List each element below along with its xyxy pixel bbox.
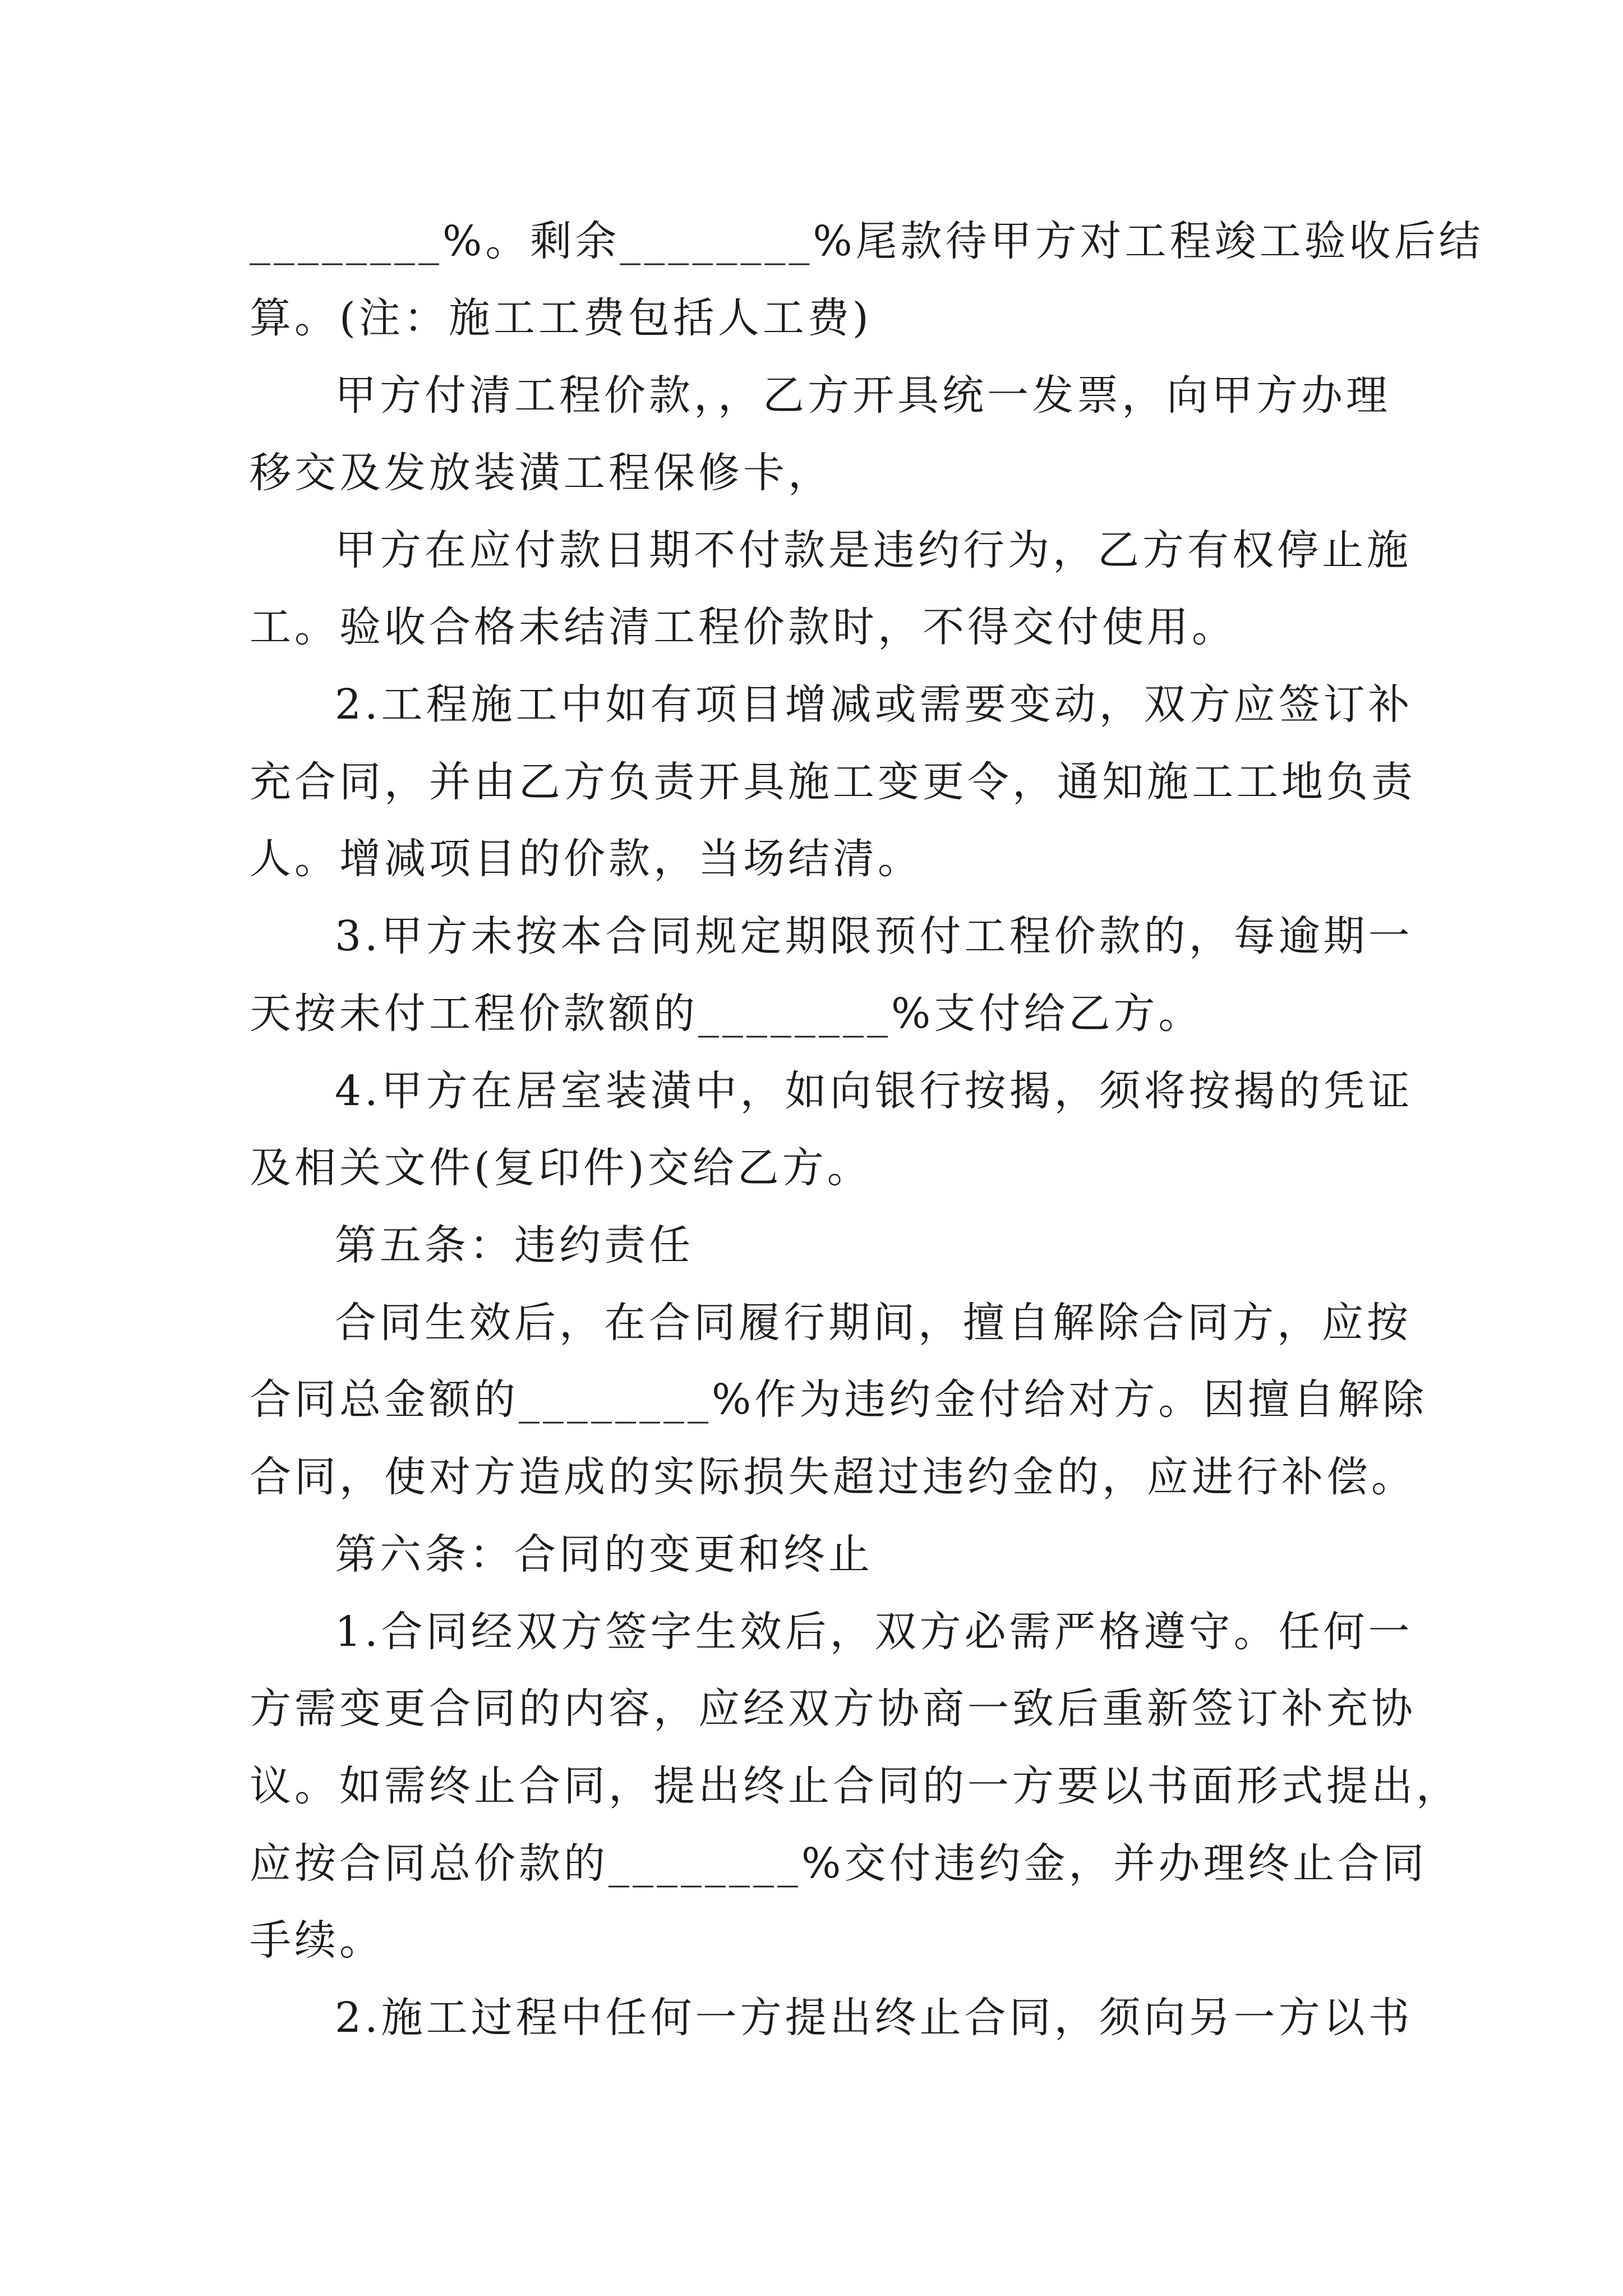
text-line: 方需变更合同的内容，应经双方协商一致后重新签订补充协 [250, 1685, 1416, 1733]
text-line: 充合同，并由乙方负责开具施工变更令，通知施工工地负责 [250, 758, 1416, 806]
text-line: 合同总金额的________%作为违约金付给对方。因擅自解除 [250, 1375, 1428, 1424]
text-line: 移交及发放装潢工程保修卡， [250, 449, 833, 497]
text-line: 议。如需终止合同，提出终止合同的一方要以书面形式提出， [250, 1762, 1461, 1810]
paragraph-line: 4.甲方在居室装潢中，如向银行按揭，须将按揭的凭证 [335, 1067, 1413, 1115]
paragraph-line: 甲方付清工程价款，，乙方开具统一发票，向甲方办理 [335, 371, 1391, 420]
text-line: 人。增减项目的价款，当场结清。 [250, 835, 923, 883]
paragraph-line: 3.甲方未按本合同规定期限预付工程价款的，每逾期一 [335, 912, 1413, 960]
text-line: 合同，使对方造成的实际损失超过违约金的，应进行补偿。 [250, 1453, 1416, 1501]
paragraph-line: 合同生效后，在合同履行期间，擅自解除合同方，应按 [335, 1299, 1412, 1347]
paragraph-line: 甲方在应付款日期不付款是违约行为，乙方有权停止施 [335, 526, 1412, 574]
paragraph-line: 2.工程施工中如有项目增减或需要变动，双方应签订补 [335, 680, 1413, 729]
text-line: 手续。 [250, 1916, 384, 1964]
section-heading: 第五条：违约责任 [335, 1221, 694, 1269]
text-line: 天按未付工程价款额的________%支付给乙方。 [250, 990, 1204, 1038]
paragraph-line: 2.施工过程中任何一方提出终止合同，须向另一方以书 [335, 1994, 1413, 2042]
text-line: 算。(注：施工工费包括人工费) [250, 294, 872, 342]
text-line: 工。验收合格未结清工程价款时，不得交付使用。 [250, 603, 1237, 651]
section-heading: 第六条：合同的变更和终止 [335, 1530, 873, 1579]
text-line: 应按合同总价款的________%交付违约金，并办理终止合同 [250, 1839, 1428, 1888]
paragraph-line: 1.合同经双方签字生效后，双方必需严格遵守。任何一 [335, 1608, 1413, 1656]
text-line: ________%。剩余________%尾款待甲方对工程竣工验收后结 [250, 217, 1484, 265]
text-line: 及相关文件(复印件)交给乙方。 [250, 1144, 872, 1192]
